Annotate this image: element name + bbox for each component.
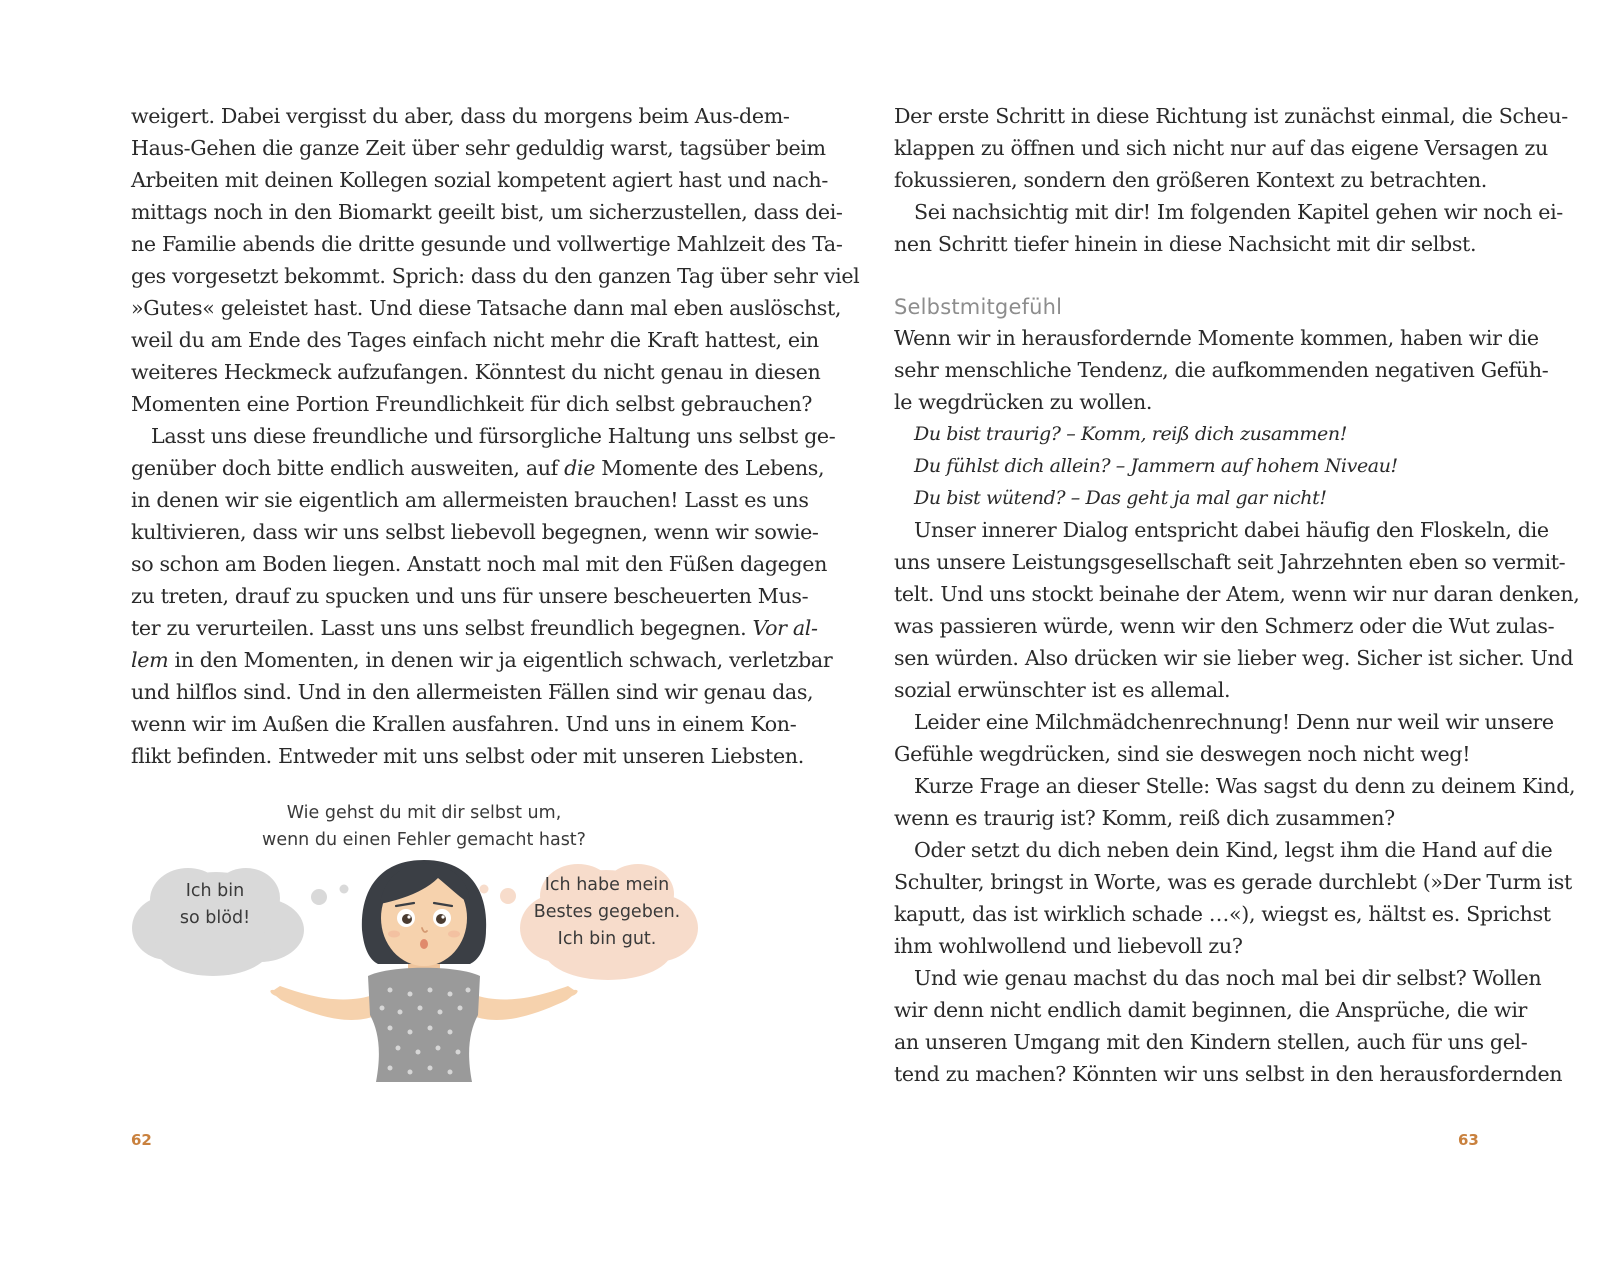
text-line: mittags noch in den Biomarkt geeilt bist, um sicherzustellen, dass dei- (131, 200, 843, 224)
right-page (894, 100, 1580, 1090)
quote-line: Du fühlst dich allein? – Jammern auf hohem Niveau! (914, 455, 1398, 477)
text-line (131, 612, 818, 644)
paragraph (131, 420, 836, 772)
emphasis: Vor al- (752, 616, 818, 640)
text-line: Gefühle wegdrücken, sind sie deswegen noch nicht weg! (894, 742, 1471, 766)
text-line: Haus-Gehen die ganze Zeit über sehr geduldig warst, tagsüber beim (131, 136, 826, 160)
text-line: tend zu machen? Könnten wir uns selbst in den herausfordernden (894, 1062, 1563, 1086)
quote-line: Du bist traurig? – Komm, reiß dich zusammen! (914, 423, 1347, 445)
paragraph (894, 706, 1554, 770)
emphasis: lem (131, 648, 169, 672)
text-line: Wenn wir in herausfordernde Momente kommen, haben wir die (894, 326, 1539, 350)
text-line: uns unsere Leistungsgesellschaft seit Jahrzehnten eben so vermit- (894, 550, 1566, 574)
text-line: weil du am Ende des Tages einfach nicht mehr die Kraft hattest, ein (131, 328, 819, 352)
text-run: Momente des Lebens, (595, 456, 825, 480)
paragraph (894, 514, 1580, 706)
text-line: ihm wohlwollend und liebevoll zu? (894, 934, 1243, 958)
woman-illustration (128, 800, 720, 1110)
paragraph (894, 770, 1576, 834)
text-line: Kurze Frage an dieser Stelle: Was sagst du denn zu deinem Kind, (914, 774, 1576, 798)
mouth (420, 939, 428, 949)
paragraph (894, 322, 1549, 418)
text-line (131, 452, 825, 484)
page-number-left: 62 (131, 1131, 152, 1149)
paragraph (894, 834, 1572, 962)
caption-line: Wie gehst du mit dir selbst um, (286, 803, 562, 823)
text-line: weiteres Heckmeck aufzufangen. Könntest du nicht genau in diesen (131, 360, 821, 384)
text-line: Oder setzt du dich neben dein Kind, legst ihm die Hand auf die (914, 838, 1553, 862)
cheek (448, 931, 460, 938)
bubble-left-text (158, 878, 272, 932)
bubble-line: Bestes gegeben. (533, 902, 681, 922)
paragraph (894, 196, 1563, 260)
text-line: sen würden. Also drücken wir sie lieber weg. Sicher ist sicher. Und (894, 646, 1574, 670)
text-line: Leider eine Milchmädchenrechnung! Denn nur weil wir unsere (914, 710, 1554, 734)
text-line: in denen wir sie eigentlich am allermeisten brauchen! Lasst es uns (131, 488, 809, 512)
text-line: Unser innerer Dialog entspricht dabei häufig den Floskeln, die (914, 518, 1549, 542)
text-run: ter zu verurteilen. Lasst uns uns selbst freundlich begegnen. (131, 616, 753, 640)
quote-block (894, 418, 1478, 514)
text-line: so schon am Boden liegen. Anstatt noch mal mit den Füßen dagegen (131, 552, 828, 576)
bubble-right-text (528, 872, 686, 953)
quote-line: Du bist wütend? – Das geht ja mal gar nicht! (914, 487, 1327, 509)
bubble-line: Ich habe mein (544, 875, 670, 895)
page-number-right: 63 (1458, 1131, 1479, 1149)
text-line: Lasst uns diese freundliche und fürsorgliche Haltung uns selbst ge- (151, 424, 836, 448)
text-line: Sei nachsichtig mit dir! Im folgenden Kapitel gehen wir noch ei- (914, 200, 1563, 224)
text-line: Arbeiten mit deinen Kollegen sozial kompetent agiert hast und nach- (131, 168, 828, 192)
text-line: fokussieren, sondern den größeren Kontext zu betrachten. (894, 168, 1487, 192)
paragraph (894, 962, 1563, 1090)
text-line (131, 644, 833, 676)
illustration (128, 800, 720, 1110)
bubble-line: Ich bin gut. (557, 929, 657, 949)
text-line: und hilflos sind. Und in den allermeisten Fällen sind wir genau das, (131, 680, 814, 704)
text-line: le wegdrücken zu wollen. (894, 390, 1153, 414)
caption-line: wenn du einen Fehler gemacht hast? (262, 830, 586, 850)
text-line: wenn wir im Außen die Krallen ausfahren. Und uns in einem Kon- (131, 712, 797, 736)
text-line: wenn es traurig ist? Komm, reiß dich zusammen? (894, 806, 1395, 830)
emphasis: die (564, 456, 596, 480)
text-line: Momenten eine Portion Freundlichkeit für dich selbst gebrauchen? (131, 392, 813, 416)
shirt (368, 968, 480, 1082)
text-run: genüber doch bitte endlich ausweiten, auf (131, 456, 565, 480)
text-line: ges vorgesetzt bekommt. Sprich: dass du den ganzen Tag über sehr viel (131, 264, 860, 288)
text-run: in den Momenten, in denen wir ja eigentlich schwach, verletzbar (168, 648, 833, 672)
text-line: was passieren würde, wenn wir den Schmerz oder die Wut zulas- (894, 614, 1555, 638)
text-line: sozial erwünschter ist es allemal. (894, 678, 1231, 702)
text-line: »Gutes« geleistet hast. Und diese Tatsache dann mal eben auslöschst, (131, 296, 842, 320)
bubble-line: so blöd! (179, 908, 251, 928)
text-line: Der erste Schritt in diese Richtung ist zunächst einmal, die Scheu- (894, 104, 1568, 128)
bubble-line: Ich bin (185, 881, 245, 901)
text-line: zu treten, drauf zu spucken und uns für unsere bescheuerten Mus- (131, 584, 809, 608)
text-line: wir denn nicht endlich damit beginnen, die Ansprüche, die wir (894, 998, 1528, 1022)
text-line: kultivieren, dass wir uns selbst liebevoll begegnen, wenn wir sowie- (131, 520, 819, 544)
left-page (131, 100, 860, 772)
text-line: an unseren Umgang mit den Kindern stellen, auch für uns gel- (894, 1030, 1528, 1054)
text-line: Und wie genau machst du das noch mal bei dir selbst? Wollen (914, 966, 1542, 990)
text-line: flikt befinden. Entweder mit uns selbst oder mit unseren Liebsten. (131, 744, 804, 768)
text-line: nen Schritt tiefer hinein in diese Nachsicht mit dir selbst. (894, 232, 1477, 256)
text-line: Schulter, bringst in Worte, was es gerade durchlebt (»Der Turm ist (894, 870, 1572, 894)
paragraph (131, 100, 860, 420)
text-line: telt. Und uns stockt beinahe der Atem, wenn wir nur daran denken, (894, 582, 1580, 606)
paragraph (894, 100, 1568, 196)
section-heading: Selbstmitgefühl (894, 295, 1063, 319)
text-line: weigert. Dabei vergisst du aber, dass du morgens beim Aus-dem- (131, 104, 790, 128)
text-line: klappen zu öffnen und sich nicht nur auf das eigene Versagen zu (894, 136, 1548, 160)
cheek (388, 931, 400, 938)
text-line: kaputt, das ist wirklich schade …«), wiegst es, hältst es. Sprichst (894, 902, 1551, 926)
text-line: sehr menschliche Tendenz, die aufkommenden negativen Gefüh- (894, 358, 1549, 382)
text-line: ne Familie abends die dritte gesunde und vollwertige Mahlzeit des Ta- (131, 232, 843, 256)
